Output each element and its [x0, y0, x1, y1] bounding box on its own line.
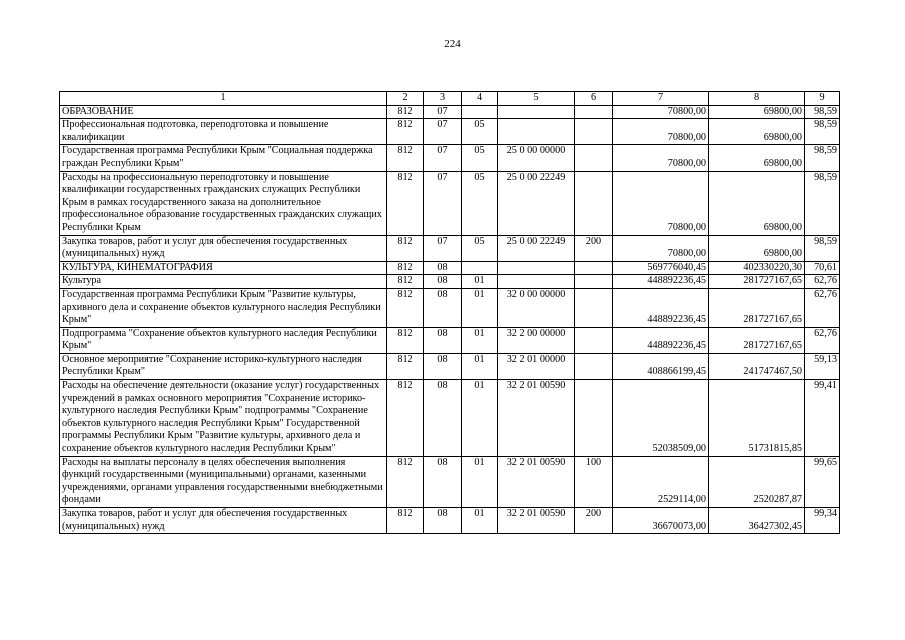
row-actual-amount: 36427302,45 [709, 508, 805, 534]
row-code-admin: 812 [387, 105, 424, 119]
row-percent: 62,76 [805, 275, 840, 289]
row-code-admin: 812 [387, 235, 424, 261]
row-percent: 99,34 [805, 508, 840, 534]
row-code-section: 08 [424, 508, 462, 534]
table-row [60, 327, 840, 353]
table-row [60, 275, 840, 289]
table-row [60, 288, 840, 327]
row-percent: 62,76 [805, 327, 840, 353]
row-plan-amount: 2529114,00 [613, 456, 709, 507]
row-code-target [498, 275, 575, 289]
row-code-admin: 812 [387, 327, 424, 353]
row-code-admin: 812 [387, 145, 424, 171]
row-code-subsection: 01 [462, 288, 498, 327]
row-name: Профессиональная подготовка, переподготовка и повышение квалификации [60, 119, 387, 145]
row-actual-amount: 241747467,50 [709, 353, 805, 379]
row-code-admin: 812 [387, 119, 424, 145]
row-plan-amount: 70800,00 [613, 235, 709, 261]
header-cell: 6 [575, 92, 613, 106]
table-row [60, 508, 840, 534]
row-code-section: 08 [424, 353, 462, 379]
row-code-subsection: 05 [462, 235, 498, 261]
row-plan-amount: 448892236,45 [613, 275, 709, 289]
row-code-section: 08 [424, 380, 462, 457]
row-code-target [498, 261, 575, 275]
row-code-subsection: 01 [462, 275, 498, 289]
row-code-expense-type [575, 353, 613, 379]
row-percent: 98,59 [805, 235, 840, 261]
row-code-subsection: 01 [462, 508, 498, 534]
header-cell: 5 [498, 92, 575, 106]
row-code-expense-type: 200 [575, 235, 613, 261]
row-actual-amount: 2520287,87 [709, 456, 805, 507]
row-code-admin: 812 [387, 508, 424, 534]
row-code-expense-type [575, 275, 613, 289]
row-code-subsection [462, 261, 498, 275]
row-code-section: 07 [424, 171, 462, 235]
row-actual-amount: 69800,00 [709, 235, 805, 261]
table-body [60, 105, 840, 534]
row-actual-amount: 69800,00 [709, 119, 805, 145]
row-actual-amount: 69800,00 [709, 105, 805, 119]
header-cell: 9 [805, 92, 840, 106]
row-actual-amount: 51731815,85 [709, 380, 805, 457]
header-cell: 2 [387, 92, 424, 106]
row-plan-amount: 569776040,45 [613, 261, 709, 275]
table-row [60, 119, 840, 145]
row-code-target: 32 2 01 00590 [498, 380, 575, 457]
header-cell: 3 [424, 92, 462, 106]
row-code-target [498, 119, 575, 145]
row-percent: 62,76 [805, 288, 840, 327]
row-plan-amount: 70800,00 [613, 105, 709, 119]
row-percent: 99,41 [805, 380, 840, 457]
row-code-section: 08 [424, 327, 462, 353]
row-name: Основное мероприятие "Сохранение историко-культурного наследия Республики Крым" [60, 353, 387, 379]
row-code-target: 32 2 00 00000 [498, 327, 575, 353]
row-name: Подпрограмма "Сохранение объектов культурного наследия Республики Крым" [60, 327, 387, 353]
row-plan-amount: 408866199,45 [613, 353, 709, 379]
row-name: Расходы на обеспечение деятельности (оказание услуг) государственных учреждений в рамках основного мероприятия "Сохранение историко-культурного наследия Республики Крым" подпрограммы "Сохранение объектов культурного наследия Республики Крым" Государственной программы Республики Крым "Развитие культуры, архивного дела и сохранение объектов культурного наследия Республики Крым" [60, 380, 387, 457]
row-code-subsection: 01 [462, 380, 498, 457]
row-code-target: 25 0 00 22249 [498, 235, 575, 261]
table-row [60, 261, 840, 275]
row-code-section: 07 [424, 145, 462, 171]
row-code-expense-type [575, 288, 613, 327]
row-code-section: 08 [424, 261, 462, 275]
row-code-subsection: 05 [462, 119, 498, 145]
header-row [60, 92, 840, 106]
row-plan-amount: 448892236,45 [613, 327, 709, 353]
header-cell: 1 [60, 92, 387, 106]
row-code-admin: 812 [387, 456, 424, 507]
row-code-section: 08 [424, 288, 462, 327]
row-code-admin: 812 [387, 353, 424, 379]
row-code-section: 07 [424, 105, 462, 119]
row-name: Закупка товаров, работ и услуг для обеспечения государственных (муниципальных) нужд [60, 508, 387, 534]
header-cell: 8 [709, 92, 805, 106]
row-code-expense-type [575, 145, 613, 171]
table-row [60, 353, 840, 379]
row-percent: 99,65 [805, 456, 840, 507]
row-code-subsection: 05 [462, 145, 498, 171]
table-row [60, 380, 840, 457]
page-number: 224 [444, 38, 461, 50]
row-code-target [498, 105, 575, 119]
row-code-target: 25 0 00 00000 [498, 145, 575, 171]
row-actual-amount: 281727167,65 [709, 327, 805, 353]
header-cell: 7 [613, 92, 709, 106]
row-percent: 98,59 [805, 105, 840, 119]
row-name: Расходы на профессиональную переподготовку и повышение квалификации государственных гражданских служащих Республики Крым в рамках государственного заказа на дополнительное профессиональное образование государственных гражданских служащих Республики Крым [60, 171, 387, 235]
table-row [60, 145, 840, 171]
row-code-expense-type [575, 119, 613, 145]
row-actual-amount: 69800,00 [709, 171, 805, 235]
row-code-subsection: 05 [462, 171, 498, 235]
row-code-target: 32 2 01 00590 [498, 456, 575, 507]
row-name: Расходы на выплаты персоналу в целях обеспечения выполнения функций государственными (муниципальными) органами, казенными учреждениями, органами управления государственными внебюджетными фондами [60, 456, 387, 507]
row-code-admin: 812 [387, 171, 424, 235]
row-code-expense-type [575, 261, 613, 275]
row-code-admin: 812 [387, 380, 424, 457]
row-name: ОБРАЗОВАНИЕ [60, 105, 387, 119]
row-code-expense-type [575, 105, 613, 119]
row-code-target: 32 2 01 00590 [498, 508, 575, 534]
row-actual-amount: 402330220,30 [709, 261, 805, 275]
row-code-subsection: 01 [462, 456, 498, 507]
row-code-expense-type: 200 [575, 508, 613, 534]
row-actual-amount: 69800,00 [709, 145, 805, 171]
row-plan-amount: 52038509,00 [613, 380, 709, 457]
row-code-section: 07 [424, 119, 462, 145]
table-row [60, 235, 840, 261]
row-plan-amount: 36670073,00 [613, 508, 709, 534]
row-actual-amount: 281727167,65 [709, 288, 805, 327]
row-plan-amount: 448892236,45 [613, 288, 709, 327]
row-code-section: 08 [424, 456, 462, 507]
row-code-section: 07 [424, 235, 462, 261]
table-row [60, 456, 840, 507]
row-percent: 98,59 [805, 119, 840, 145]
row-code-expense-type [575, 327, 613, 353]
row-name: Государственная программа Республики Крым "Развитие культуры, архивного дела и сохранение объектов культурного наследия Республики Крым" [60, 288, 387, 327]
row-code-target: 32 2 01 00000 [498, 353, 575, 379]
row-name: Культура [60, 275, 387, 289]
table-row [60, 171, 840, 235]
row-name: КУЛЬТУРА, КИНЕМАТОГРАФИЯ [60, 261, 387, 275]
row-code-admin: 812 [387, 275, 424, 289]
row-name: Государственная программа Республики Крым "Социальная поддержка граждан Республики Крым" [60, 145, 387, 171]
row-plan-amount: 70800,00 [613, 119, 709, 145]
row-actual-amount: 281727167,65 [709, 275, 805, 289]
row-code-expense-type: 100 [575, 456, 613, 507]
row-code-target: 32 0 00 00000 [498, 288, 575, 327]
row-code-admin: 812 [387, 261, 424, 275]
row-code-subsection: 01 [462, 327, 498, 353]
row-percent: 98,59 [805, 171, 840, 235]
row-code-target: 25 0 00 22249 [498, 171, 575, 235]
row-code-expense-type [575, 171, 613, 235]
row-plan-amount: 70800,00 [613, 171, 709, 235]
row-code-subsection: 01 [462, 353, 498, 379]
row-plan-amount: 70800,00 [613, 145, 709, 171]
header-cell: 4 [462, 92, 498, 106]
row-percent: 59,13 [805, 353, 840, 379]
row-name: Закупка товаров, работ и услуг для обеспечения государственных (муниципальных) нужд [60, 235, 387, 261]
row-code-expense-type [575, 380, 613, 457]
table-row [60, 105, 840, 119]
row-code-section: 08 [424, 275, 462, 289]
row-code-admin: 812 [387, 288, 424, 327]
row-percent: 70,61 [805, 261, 840, 275]
budget-table [59, 91, 840, 534]
row-code-subsection [462, 105, 498, 119]
row-percent: 98,59 [805, 145, 840, 171]
